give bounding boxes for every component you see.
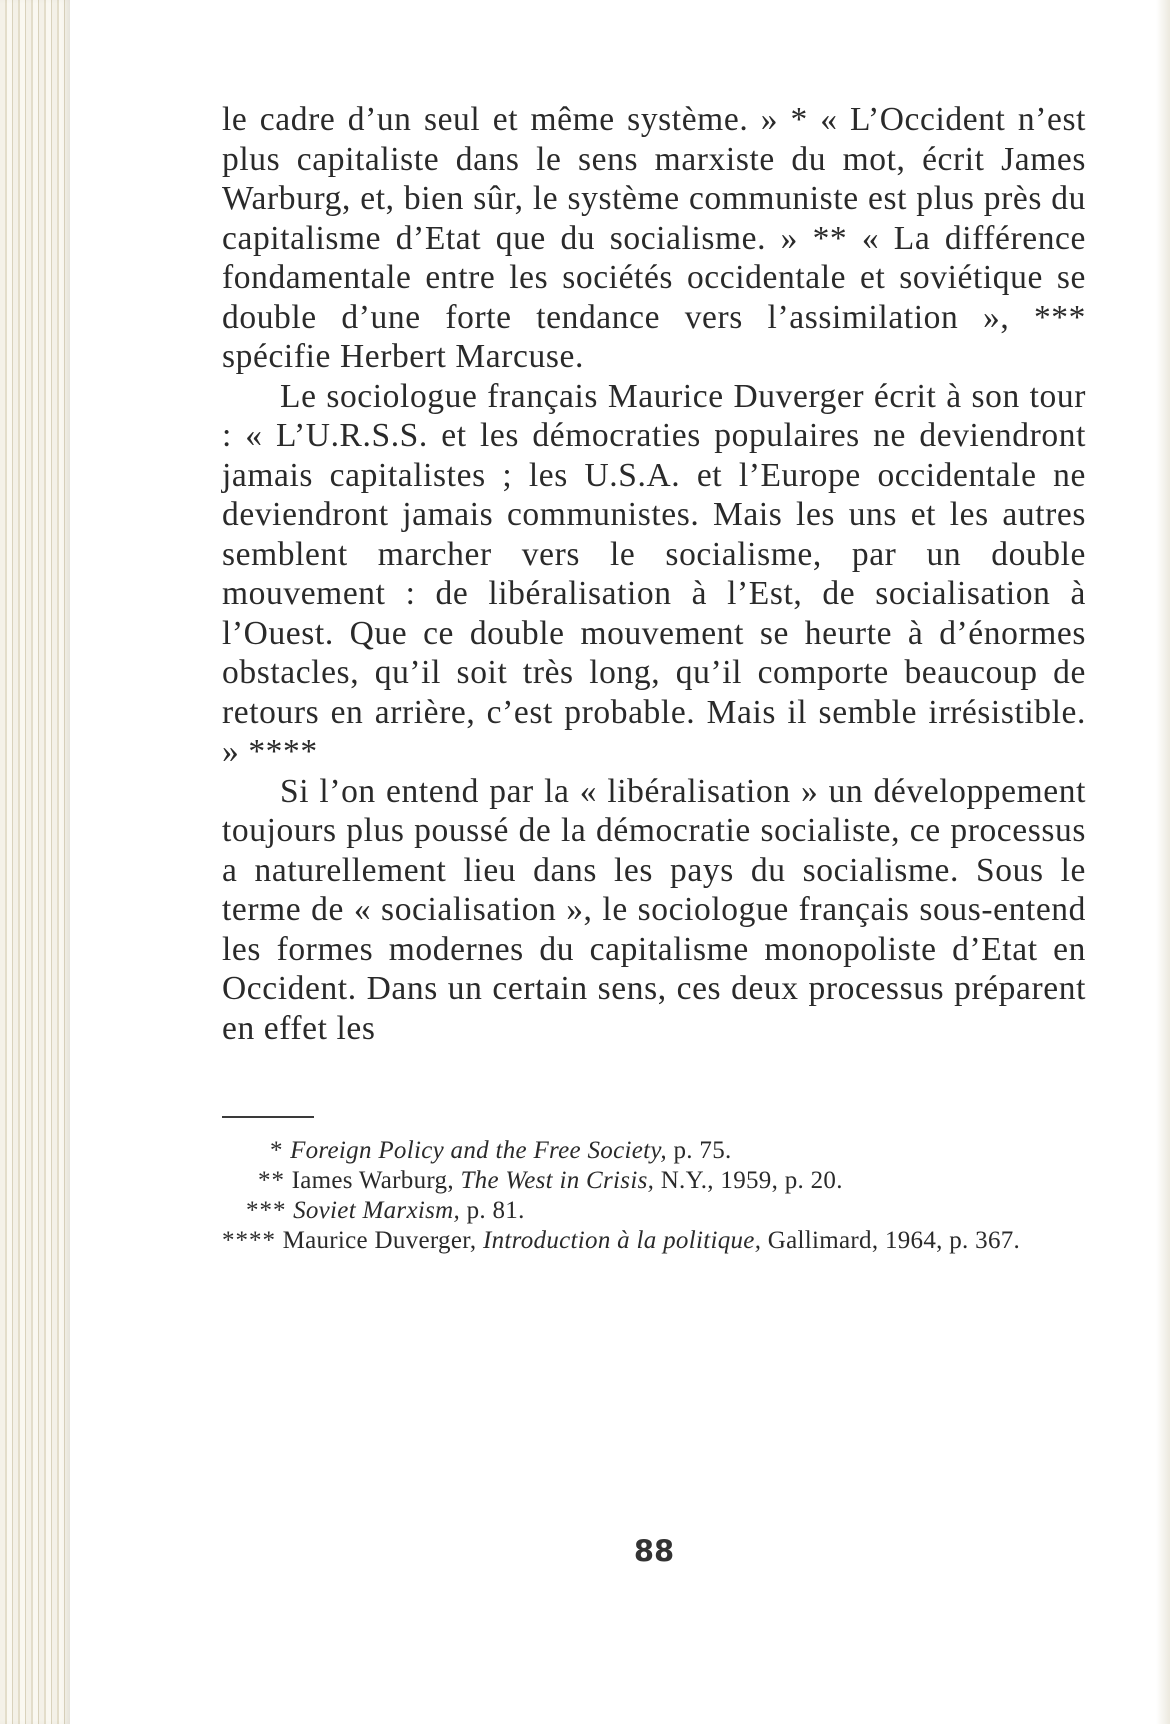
footnote-mark: ***: [246, 1197, 287, 1224]
book-spine: [0, 0, 70, 1724]
footnote-title: Introduction à la politique,: [482, 1227, 762, 1254]
page-number: 88: [633, 1534, 675, 1568]
footnote-mark: **: [258, 1167, 285, 1194]
paragraph-3: Si l’on entend par la « libéralisation » un développement toujours plus poussé de la démocratie socialiste, ce processus a naturellement lieu dans les pays du socialisme. Sous le terme de « socialisation », le sociologue français sous-entend les formes modernes du capitalisme monopoliste d’Etat en Occident. Dans un certain sens, ces deux processus préparent en effet les: [222, 772, 1086, 1047]
footnote-title: Soviet Marxism,: [293, 1197, 461, 1224]
footnote-ref: p. 75.: [666, 1137, 732, 1164]
footnote-ref: N.Y., 1959, p. 20.: [654, 1167, 843, 1194]
footnote-author: Maurice Duverger,: [282, 1227, 483, 1254]
footnotes: [222, 1136, 1086, 1256]
page-edge: [1156, 0, 1170, 1724]
footnote-3: [222, 1196, 1086, 1226]
paragraph-1: le cadre d’un seul et même système. » * « L’Occident n’est plus capitaliste dans le sens marxiste du mot, écrit James Warburg, et, bien sûr, le système communiste est plus près du capitalisme d’Etat que du socialisme. » ** « La différence fondamentale entre les sociétés occidentale et soviétique se double d’une forte tendance vers l’assimilation », *** spécifie Herbert Marcuse.: [222, 101, 1086, 375]
paragraph-2: Le sociologue français Maurice Duverger écrit à son tour : « L’U.R.S.S. et les démocraties populaires ne deviendront jamais capitalistes ; les U.S.A. et l’Europe occidentale ne deviendront jamais communistes. Mais les uns et les autres semblent marcher vers le socialisme, par un double mouvement : de libéralisation à l’Est, de socialisation à l’Ouest. Que ce double mouvement se heurte à d’énormes obstacles, qu’il soit très long, qu’il comporte beaucoup de retours en arrière, c’est probable. Mais il semble irrésistible. » ****: [222, 377, 1086, 770]
footnote-mark: *: [270, 1137, 284, 1164]
footnote-title: The West in Crisis,: [460, 1167, 655, 1194]
footnote-ref: p. 81.: [460, 1197, 525, 1224]
footnote-author: Iames Warburg,: [291, 1167, 461, 1194]
book-page: [222, 100, 1086, 1568]
footnote-ref: Gallimard, 1964, p. 367.: [761, 1227, 1021, 1254]
footnote-1: [222, 1136, 1086, 1166]
footnote-title: Foreign Policy and the Free Society,: [290, 1137, 667, 1164]
footnote-mark: ****: [222, 1227, 276, 1254]
footnote-2: [222, 1166, 1086, 1196]
footnote-separator: [222, 1116, 314, 1118]
footnote-4: [222, 1226, 1086, 1256]
